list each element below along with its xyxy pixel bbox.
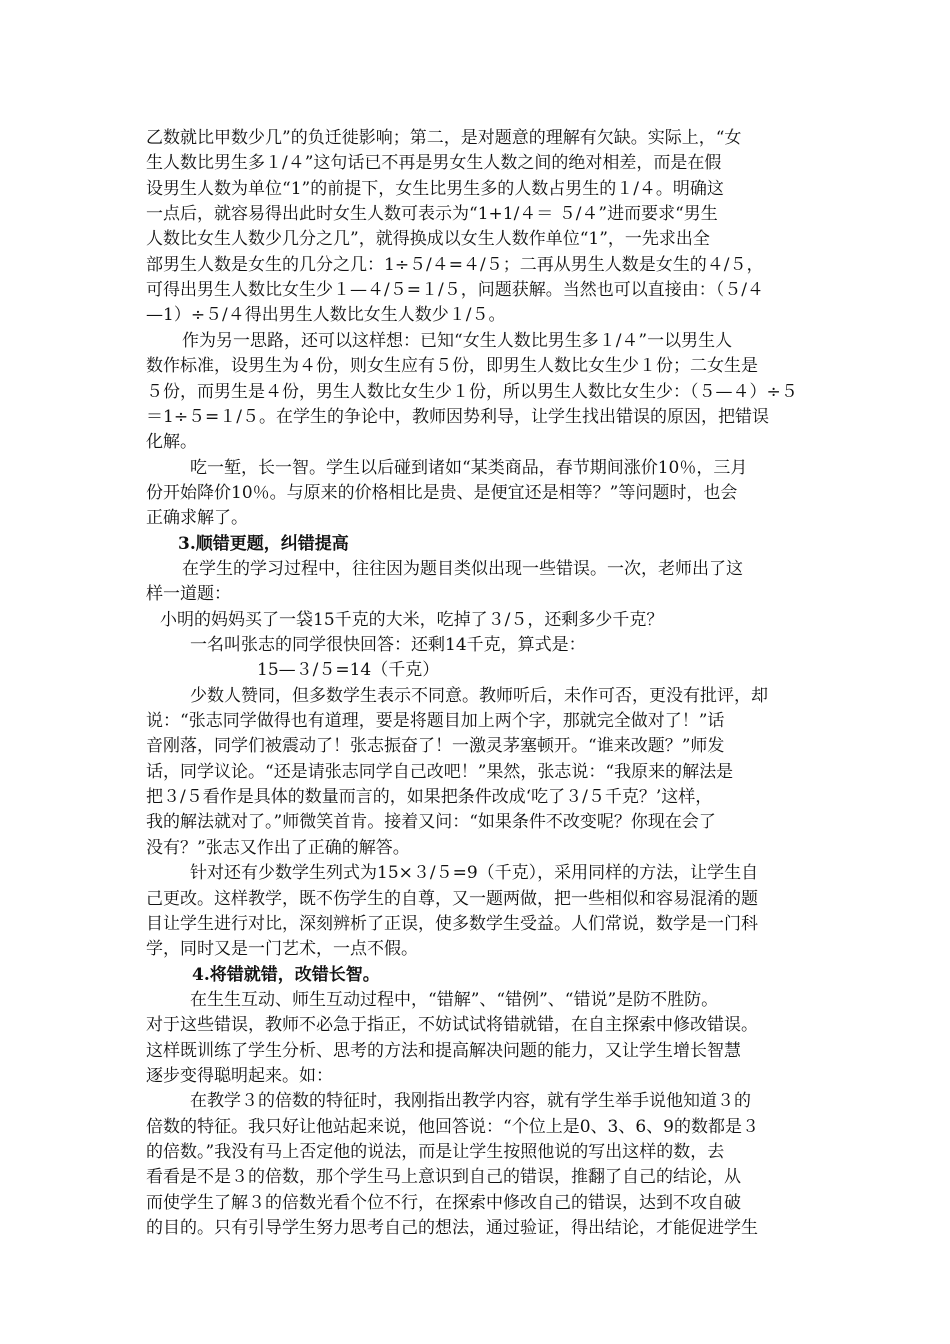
paragraph-line: —1）÷５/４得出男生人数比女生人数少１/５。	[146, 305, 506, 325]
paragraph-line: 数作标准，设男生为４份，则女生应有５份，即男生人数比女生少１份；二女生是	[146, 356, 758, 376]
section-heading: 3.顺错更题，纠错提高	[178, 534, 349, 554]
paragraph-line: 把３/５看作是具体的数量而言的，如果把条件改成‘吃了３/５千克？’这样，	[146, 787, 713, 807]
paragraph-line: 一名叫张志的同学很快回答：还剩14千克，算式是：	[190, 635, 586, 655]
paragraph-line: ５份，而男生是４份，男生人数比女生少１份，所以男生人数比女生少：（５—４）÷５	[146, 382, 798, 402]
paragraph-line: 15—３/５=14（千克）	[257, 660, 440, 680]
section-heading: 4.将错就错，改错长智。	[192, 965, 380, 985]
paragraph-line: 目让学生进行对比，深刻辨析了正误，使多数学生受益。人们常说，数学是一门科	[146, 914, 758, 934]
paragraph-line: 的目的。只有引导学生努力思考自己的想法，通过验证，得出结论，才能促进学生	[146, 1218, 758, 1238]
paragraph-line: 在教学３的倍数的特征时，我刚指出教学内容，就有学生举手说他知道３的	[190, 1091, 751, 1111]
paragraph-line: 在生生互动、师生互动过程中，“错解”、“错例”、“错说”是防不胜防。	[190, 990, 719, 1010]
paragraph-line: 倍数的特征。我只好让他站起来说，他回答说：“个位上是0、3、6、9的数都是３	[146, 1117, 759, 1137]
paragraph-line: 吃一堑，长一智。学生以后碰到诸如“某类商品，春节期间涨价10％，三月	[190, 458, 748, 478]
paragraph-line: 正确求解了。	[146, 508, 248, 528]
paragraph-line: 没有？”张志又作出了正确的解答。	[146, 838, 410, 858]
paragraph-line: 逐步变得聪明起来。如：	[146, 1066, 333, 1086]
paragraph-line: 份开始降价10％。与原来的价格相比是贵、是便宜还是相等？”等问题时，也会	[146, 483, 738, 503]
paragraph-line: 作为另一思路，还可以这样想：已知“女生人数比男生多１/４”一以男生人	[182, 331, 733, 351]
paragraph-line: 乙数就比甲数少几”的负迁徙影响；第二，是对题意的理解有欠缺。实际上，“女	[146, 128, 742, 148]
paragraph-line: 音刚落，同学们被震动了！张志振奋了！一激灵茅塞顿开。“谁来改题？”师发	[146, 736, 725, 756]
paragraph-line: 小明的妈妈买了一袋15千克的大米，吃掉了３/５，还剩多少千克？	[160, 610, 664, 630]
paragraph-line: 看看是不是３的倍数，那个学生马上意识到自己的错误，推翻了自己的结论，从	[146, 1167, 741, 1187]
paragraph-line: 针对还有少数学生列式为15×３/５=9（千克），采用同样的方法，让学生自	[190, 863, 759, 883]
paragraph-line: 在学生的学习过程中，往往因为题目类似出现一些错误。一次，老师出了这	[182, 559, 743, 579]
paragraph-line: 生人数比男生多１/４”这句话已不再是男女生人数之间的绝对相差，而是在假	[146, 153, 722, 173]
paragraph-line: 对于这些错误，教师不必急于指正，不妨试试将错就错，在自主探索中修改错误。	[146, 1015, 758, 1035]
paragraph-line: 己更改。这样教学，既不伤学生的自尊，又一题两做，把一些相似和容易混淆的题	[146, 889, 758, 909]
paragraph-line: 可得出男生人数比女生少１—４/５=１/５，问题获解。当然也可以直接由：（５/４	[146, 280, 764, 300]
paragraph-line: 部男生人数是女生的几分之几：1÷５/４=４/５；二再从男生人数是女生的４/５，	[146, 255, 764, 275]
paragraph-line: 而使学生了解３的倍数光看个位不行，在探索中修改自己的错误，达到不攻自破	[146, 1193, 741, 1213]
paragraph-line: 人数比女生人数少几分之几”，就得换成以女生人数作单位“1”，一先求出全	[146, 229, 710, 249]
paragraph-line: 我的解法就对了。”师微笑首肯。接着又问：“如果条件不改变呢？你现在会了	[146, 812, 716, 832]
paragraph-line: 样一道题：	[146, 584, 231, 604]
paragraph-line: 少数人赞同，但多数学生表示不同意。教师听后，未作可否，更没有批评，却	[190, 686, 768, 706]
paragraph-line: 说：“张志同学做得也有道理，要是将题目加上两个字，那就完全做对了！”话	[146, 711, 725, 731]
paragraph-line: 化解。	[146, 432, 197, 452]
paragraph-line: 这样既训练了学生分析、思考的方法和提高解决问题的能力，又让学生增长智慧	[146, 1041, 741, 1061]
paragraph-line: 设男生人数为单位“1”的前提下，女生比男生多的人数占男生的１/４。明确这	[146, 179, 724, 199]
paragraph-line: ＝1÷５=１/５。在学生的争论中，教师因势利导，让学生找出错误的原因，把错误	[146, 407, 770, 427]
paragraph-line: 话，同学议论。“还是请张志同学自己改吧！”果然，张志说：“我原来的解法是	[146, 762, 734, 782]
paragraph-line: 一点后，就容易得出此时女生人数可表示为“1+1/４＝ ５/４”进而要求“男生	[146, 204, 718, 224]
paragraph-line: 的倍数。”我没有马上否定他的说法，而是让学生按照他说的写出这样的数，去	[146, 1142, 725, 1162]
paragraph-line: 学，同时又是一门艺术，一点不假。	[146, 939, 418, 959]
